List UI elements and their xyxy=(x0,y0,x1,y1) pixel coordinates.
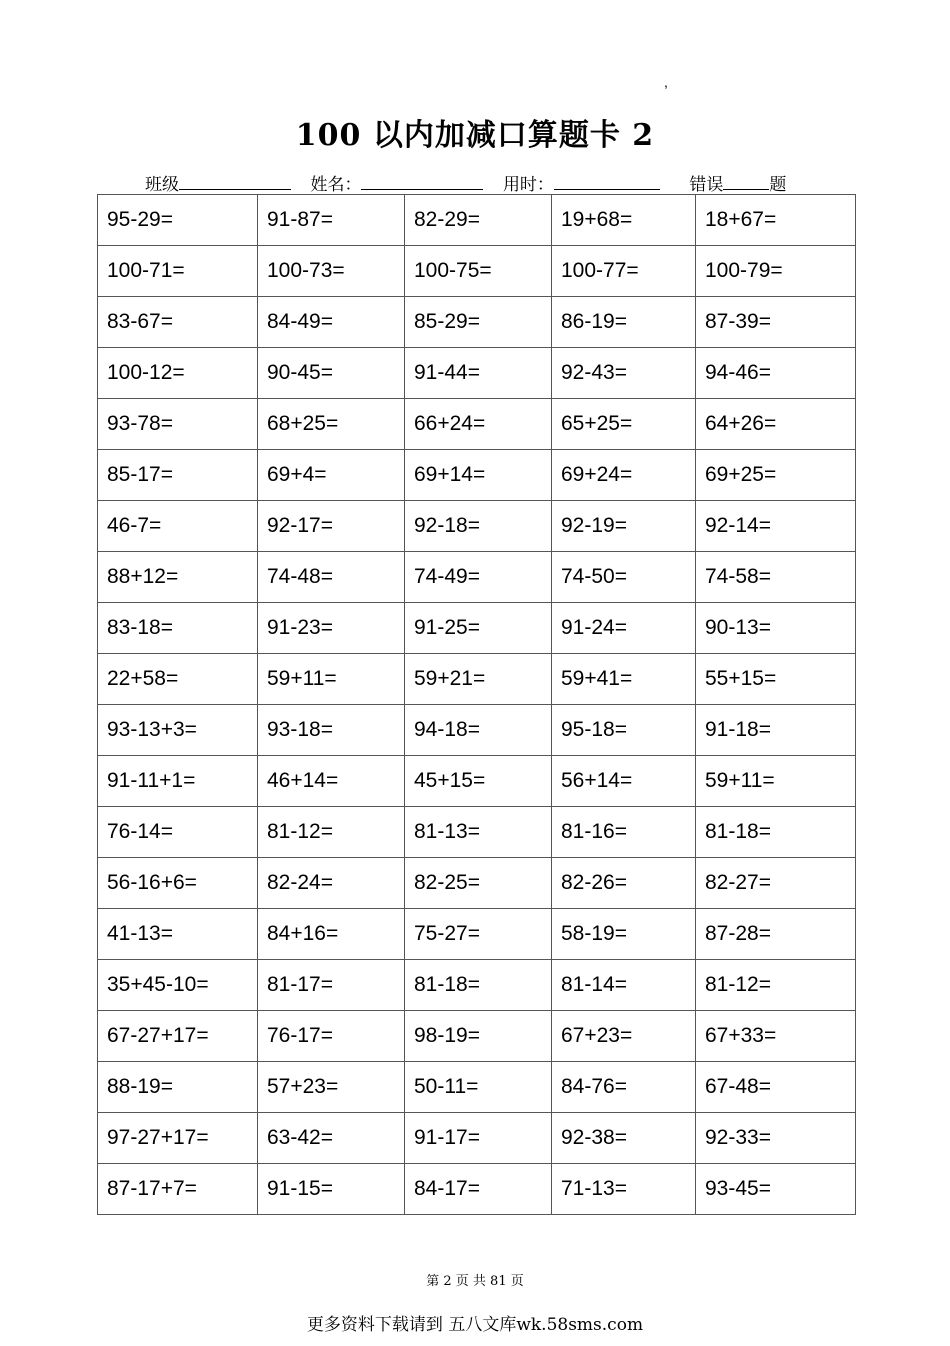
problem-cell: 84+16= xyxy=(258,909,405,960)
page-title: 100 以内加减口算题卡 2 xyxy=(295,118,655,153)
problem-cell: 90-13= xyxy=(696,603,856,654)
problem-cell: 92-43= xyxy=(552,348,696,399)
table-row xyxy=(98,297,856,348)
problem-cell: 67+23= xyxy=(552,1011,696,1062)
table-row xyxy=(98,501,856,552)
problem-cell: 93-78= xyxy=(98,399,258,450)
problem-cell: 82-25= xyxy=(405,858,552,909)
problem-cell: 84-49= xyxy=(258,297,405,348)
problem-cell: 59+11= xyxy=(258,654,405,705)
problem-cell: 74-49= xyxy=(405,552,552,603)
problem-cell: 76-17= xyxy=(258,1011,405,1062)
table-row xyxy=(98,807,856,858)
problem-cell: 82-26= xyxy=(552,858,696,909)
problem-cell: 100-79= xyxy=(696,246,856,297)
problem-cell: 100-12= xyxy=(98,348,258,399)
problem-cell: 97-27+17= xyxy=(98,1113,258,1164)
problem-cell: 82-29= xyxy=(405,195,552,246)
problem-cell: 68+25= xyxy=(258,399,405,450)
error-suffix: 题 xyxy=(769,175,787,194)
problem-cell: 22+58= xyxy=(98,654,258,705)
problem-cell: 81-13= xyxy=(405,807,552,858)
table-row xyxy=(98,195,856,246)
problem-cell: 66+24= xyxy=(405,399,552,450)
problem-cell: 86-19= xyxy=(552,297,696,348)
problem-cell: 56+14= xyxy=(552,756,696,807)
student-info-line xyxy=(145,170,786,195)
problem-cell: 81-16= xyxy=(552,807,696,858)
problem-cell: 81-17= xyxy=(258,960,405,1011)
problem-cell: 81-18= xyxy=(696,807,856,858)
problem-cell: 91-25= xyxy=(405,603,552,654)
table-row xyxy=(98,1011,856,1062)
problem-cell: 93-13+3= xyxy=(98,705,258,756)
problem-cell: 19+68= xyxy=(552,195,696,246)
problem-cell: 69+14= xyxy=(405,450,552,501)
table-row xyxy=(98,1062,856,1113)
problem-cell: 95-29= xyxy=(98,195,258,246)
problem-cell: 56-16+6= xyxy=(98,858,258,909)
problem-cell: 85-17= xyxy=(98,450,258,501)
problem-cell: 74-50= xyxy=(552,552,696,603)
problem-cell: 94-18= xyxy=(405,705,552,756)
problem-cell: 69+25= xyxy=(696,450,856,501)
problem-grid xyxy=(97,194,856,1215)
problem-cell: 35+45-10= xyxy=(98,960,258,1011)
problem-cell: 91-23= xyxy=(258,603,405,654)
problem-cell: 50-11= xyxy=(405,1062,552,1113)
name-label: 姓名： xyxy=(310,175,362,194)
problem-cell: 84-17= xyxy=(405,1164,552,1215)
table-row xyxy=(98,603,856,654)
problem-cell: 91-87= xyxy=(258,195,405,246)
problem-cell: 83-67= xyxy=(98,297,258,348)
table-row xyxy=(98,450,856,501)
problem-cell: 45+15= xyxy=(405,756,552,807)
problem-cell: 93-18= xyxy=(258,705,405,756)
problem-cell: 74-48= xyxy=(258,552,405,603)
problem-cell: 71-13= xyxy=(552,1164,696,1215)
problem-cell: 91-17= xyxy=(405,1113,552,1164)
problem-cell: 92-14= xyxy=(696,501,856,552)
problem-cell: 59+11= xyxy=(696,756,856,807)
problem-cell: 83-18= xyxy=(98,603,258,654)
table-row xyxy=(98,858,856,909)
problem-cell: 55+15= xyxy=(696,654,856,705)
problem-cell: 91-24= xyxy=(552,603,696,654)
problem-cell: 74-58= xyxy=(696,552,856,603)
name-blank[interactable] xyxy=(361,173,483,190)
problem-cell: 100-75= xyxy=(405,246,552,297)
problem-cell: 95-18= xyxy=(552,705,696,756)
problem-cell: 98-19= xyxy=(405,1011,552,1062)
stray-mark: , xyxy=(664,74,668,90)
table-row xyxy=(98,348,856,399)
problem-cell: 46+14= xyxy=(258,756,405,807)
page-number: 第 2 页 共 81 页 xyxy=(426,1274,524,1289)
problem-cell: 94-46= xyxy=(696,348,856,399)
problem-cell: 57+23= xyxy=(258,1062,405,1113)
problem-cell: 58-19= xyxy=(552,909,696,960)
problem-cell: 41-13= xyxy=(98,909,258,960)
problem-cell: 87-17+7= xyxy=(98,1164,258,1215)
problem-cell: 91-15= xyxy=(258,1164,405,1215)
problem-cell: 92-19= xyxy=(552,501,696,552)
problem-cell: 67+33= xyxy=(696,1011,856,1062)
problem-cell: 87-39= xyxy=(696,297,856,348)
problem-cell: 93-45= xyxy=(696,1164,856,1215)
problem-cell: 92-18= xyxy=(405,501,552,552)
problem-cell: 75-27= xyxy=(405,909,552,960)
problem-cell: 100-77= xyxy=(552,246,696,297)
problem-cell: 91-11+1= xyxy=(98,756,258,807)
problem-cell: 81-12= xyxy=(696,960,856,1011)
problem-cell: 92-38= xyxy=(552,1113,696,1164)
problem-cell: 87-28= xyxy=(696,909,856,960)
problem-cell: 63-42= xyxy=(258,1113,405,1164)
table-row xyxy=(98,399,856,450)
table-row xyxy=(98,1113,856,1164)
time-blank[interactable] xyxy=(554,173,660,190)
time-label: 用时： xyxy=(502,175,554,194)
error-label: 错误 xyxy=(689,175,724,194)
problem-cell: 81-12= xyxy=(258,807,405,858)
problem-cell: 65+25= xyxy=(552,399,696,450)
problem-cell: 91-44= xyxy=(405,348,552,399)
problem-cell: 85-29= xyxy=(405,297,552,348)
problem-cell: 67-27+17= xyxy=(98,1011,258,1062)
problem-cell: 82-27= xyxy=(696,858,856,909)
problem-cell: 59+21= xyxy=(405,654,552,705)
problem-cell: 88-19= xyxy=(98,1062,258,1113)
table-row xyxy=(98,756,856,807)
problem-cell: 84-76= xyxy=(552,1062,696,1113)
problem-cell: 92-33= xyxy=(696,1113,856,1164)
problem-cell: 100-71= xyxy=(98,246,258,297)
problem-cell: 82-24= xyxy=(258,858,405,909)
error-blank[interactable] xyxy=(723,173,769,190)
table-row xyxy=(98,654,856,705)
table-row xyxy=(98,1164,856,1215)
problem-cell: 67-48= xyxy=(696,1062,856,1113)
problem-cell: 59+41= xyxy=(552,654,696,705)
problem-cell: 46-7= xyxy=(98,501,258,552)
problem-cell: 69+4= xyxy=(258,450,405,501)
table-row xyxy=(98,246,856,297)
promo-text: 更多资料下载请到 五八文库wk.58sms.com xyxy=(306,1315,644,1335)
table-row xyxy=(98,960,856,1011)
table-row xyxy=(98,552,856,603)
problem-cell: 91-18= xyxy=(696,705,856,756)
problem-cell: 81-18= xyxy=(405,960,552,1011)
problem-cell: 18+67= xyxy=(696,195,856,246)
class-blank[interactable] xyxy=(179,173,291,190)
problem-cell: 100-73= xyxy=(258,246,405,297)
problem-cell: 69+24= xyxy=(552,450,696,501)
problem-cell: 88+12= xyxy=(98,552,258,603)
table-row xyxy=(98,705,856,756)
class-label: 班级 xyxy=(145,175,179,194)
problem-cell: 81-14= xyxy=(552,960,696,1011)
problem-cell: 64+26= xyxy=(696,399,856,450)
table-row xyxy=(98,909,856,960)
problem-cell: 76-14= xyxy=(98,807,258,858)
problem-cell: 90-45= xyxy=(258,348,405,399)
problem-cell: 92-17= xyxy=(258,501,405,552)
